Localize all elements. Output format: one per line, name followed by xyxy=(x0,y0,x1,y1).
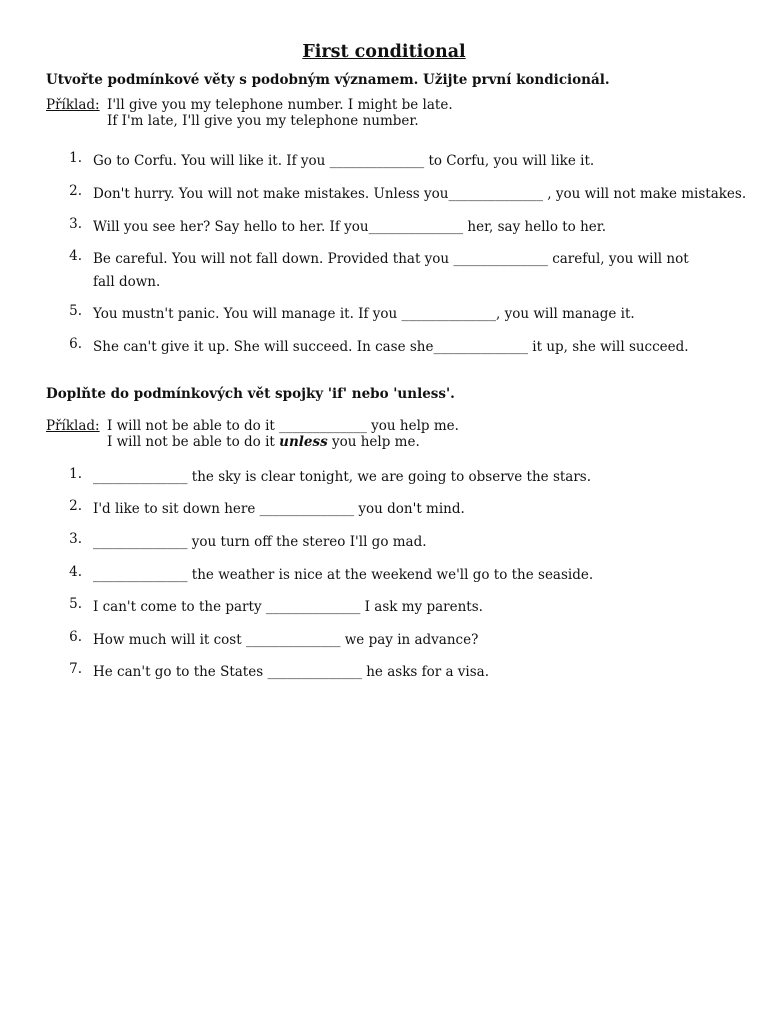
section1-example-line2: If I'm late, I'll give you my telephone number. xyxy=(107,113,419,129)
page-title: First conditional xyxy=(302,42,466,62)
item-text: ______________ the sky is clear tonight, we are going to observe the stars. xyxy=(93,469,592,485)
item-text: Be careful. You will not fall down. Provided that you ______________ careful, you will not fall down. xyxy=(93,251,689,290)
section2-example-line2: I will not be able to do it unless you help me. xyxy=(107,434,420,450)
item-number: 6. xyxy=(69,629,82,645)
section2-example-line1: I will not be able to do it _____________ you help me. xyxy=(107,418,459,434)
item-text: You mustn't panic. You will manage it. If you ______________, you will manage it. xyxy=(93,306,635,322)
item-number: 1. xyxy=(69,150,82,166)
item-number: 3. xyxy=(69,216,82,232)
item-number: 7. xyxy=(69,661,82,677)
section2-example-label: Příklad: xyxy=(46,418,100,434)
item-number: 5. xyxy=(69,596,82,612)
section2-instruction: Doplňte do podmínkových vět spojky 'if' nebo 'unless'. xyxy=(46,386,455,402)
item-number: 1. xyxy=(69,466,82,482)
item-number: 3. xyxy=(69,531,82,547)
item-text: He can't go to the States ______________ he asks for a visa. xyxy=(93,664,490,680)
item-text: ______________ the weather is nice at the weekend we'll go to the seaside. xyxy=(93,567,594,583)
item-text: Go to Corfu. You will like it. If you ______________ to Corfu, you will like it. xyxy=(93,153,595,169)
item-text: I can't come to the party ______________ I ask my parents. xyxy=(93,599,483,615)
item-text: ______________ you turn off the stereo I'll go mad. xyxy=(93,534,427,550)
section1-example-line1: I'll give you my telephone number. I might be late. xyxy=(107,97,453,113)
example-answer-unless: unless xyxy=(279,434,328,450)
item-number: 5. xyxy=(69,303,82,319)
section1-instruction: Utvořte podmínkové věty s podobným významem. Užijte první kondicionál. xyxy=(46,72,610,88)
item-text: How much will it cost ______________ we pay in advance? xyxy=(93,632,479,648)
item-number: 2. xyxy=(69,183,82,199)
item-number: 6. xyxy=(69,336,82,352)
item-text: Don't hurry. You will not make mistakes. Unless you______________ , you will not make mistakes. xyxy=(93,186,747,202)
item-text: Will you see her? Say hello to her. If you______________ her, say hello to her. xyxy=(93,219,607,235)
item-number: 2. xyxy=(69,498,82,514)
item-number: 4. xyxy=(69,248,82,264)
section1-example-label: Příklad: xyxy=(46,97,100,113)
item-text: I'd like to sit down here ______________ you don't mind. xyxy=(93,501,465,517)
item-text: She can't give it up. She will succeed. In case she______________ it up, she will succeed. xyxy=(93,339,689,355)
item-number: 4. xyxy=(69,564,82,580)
